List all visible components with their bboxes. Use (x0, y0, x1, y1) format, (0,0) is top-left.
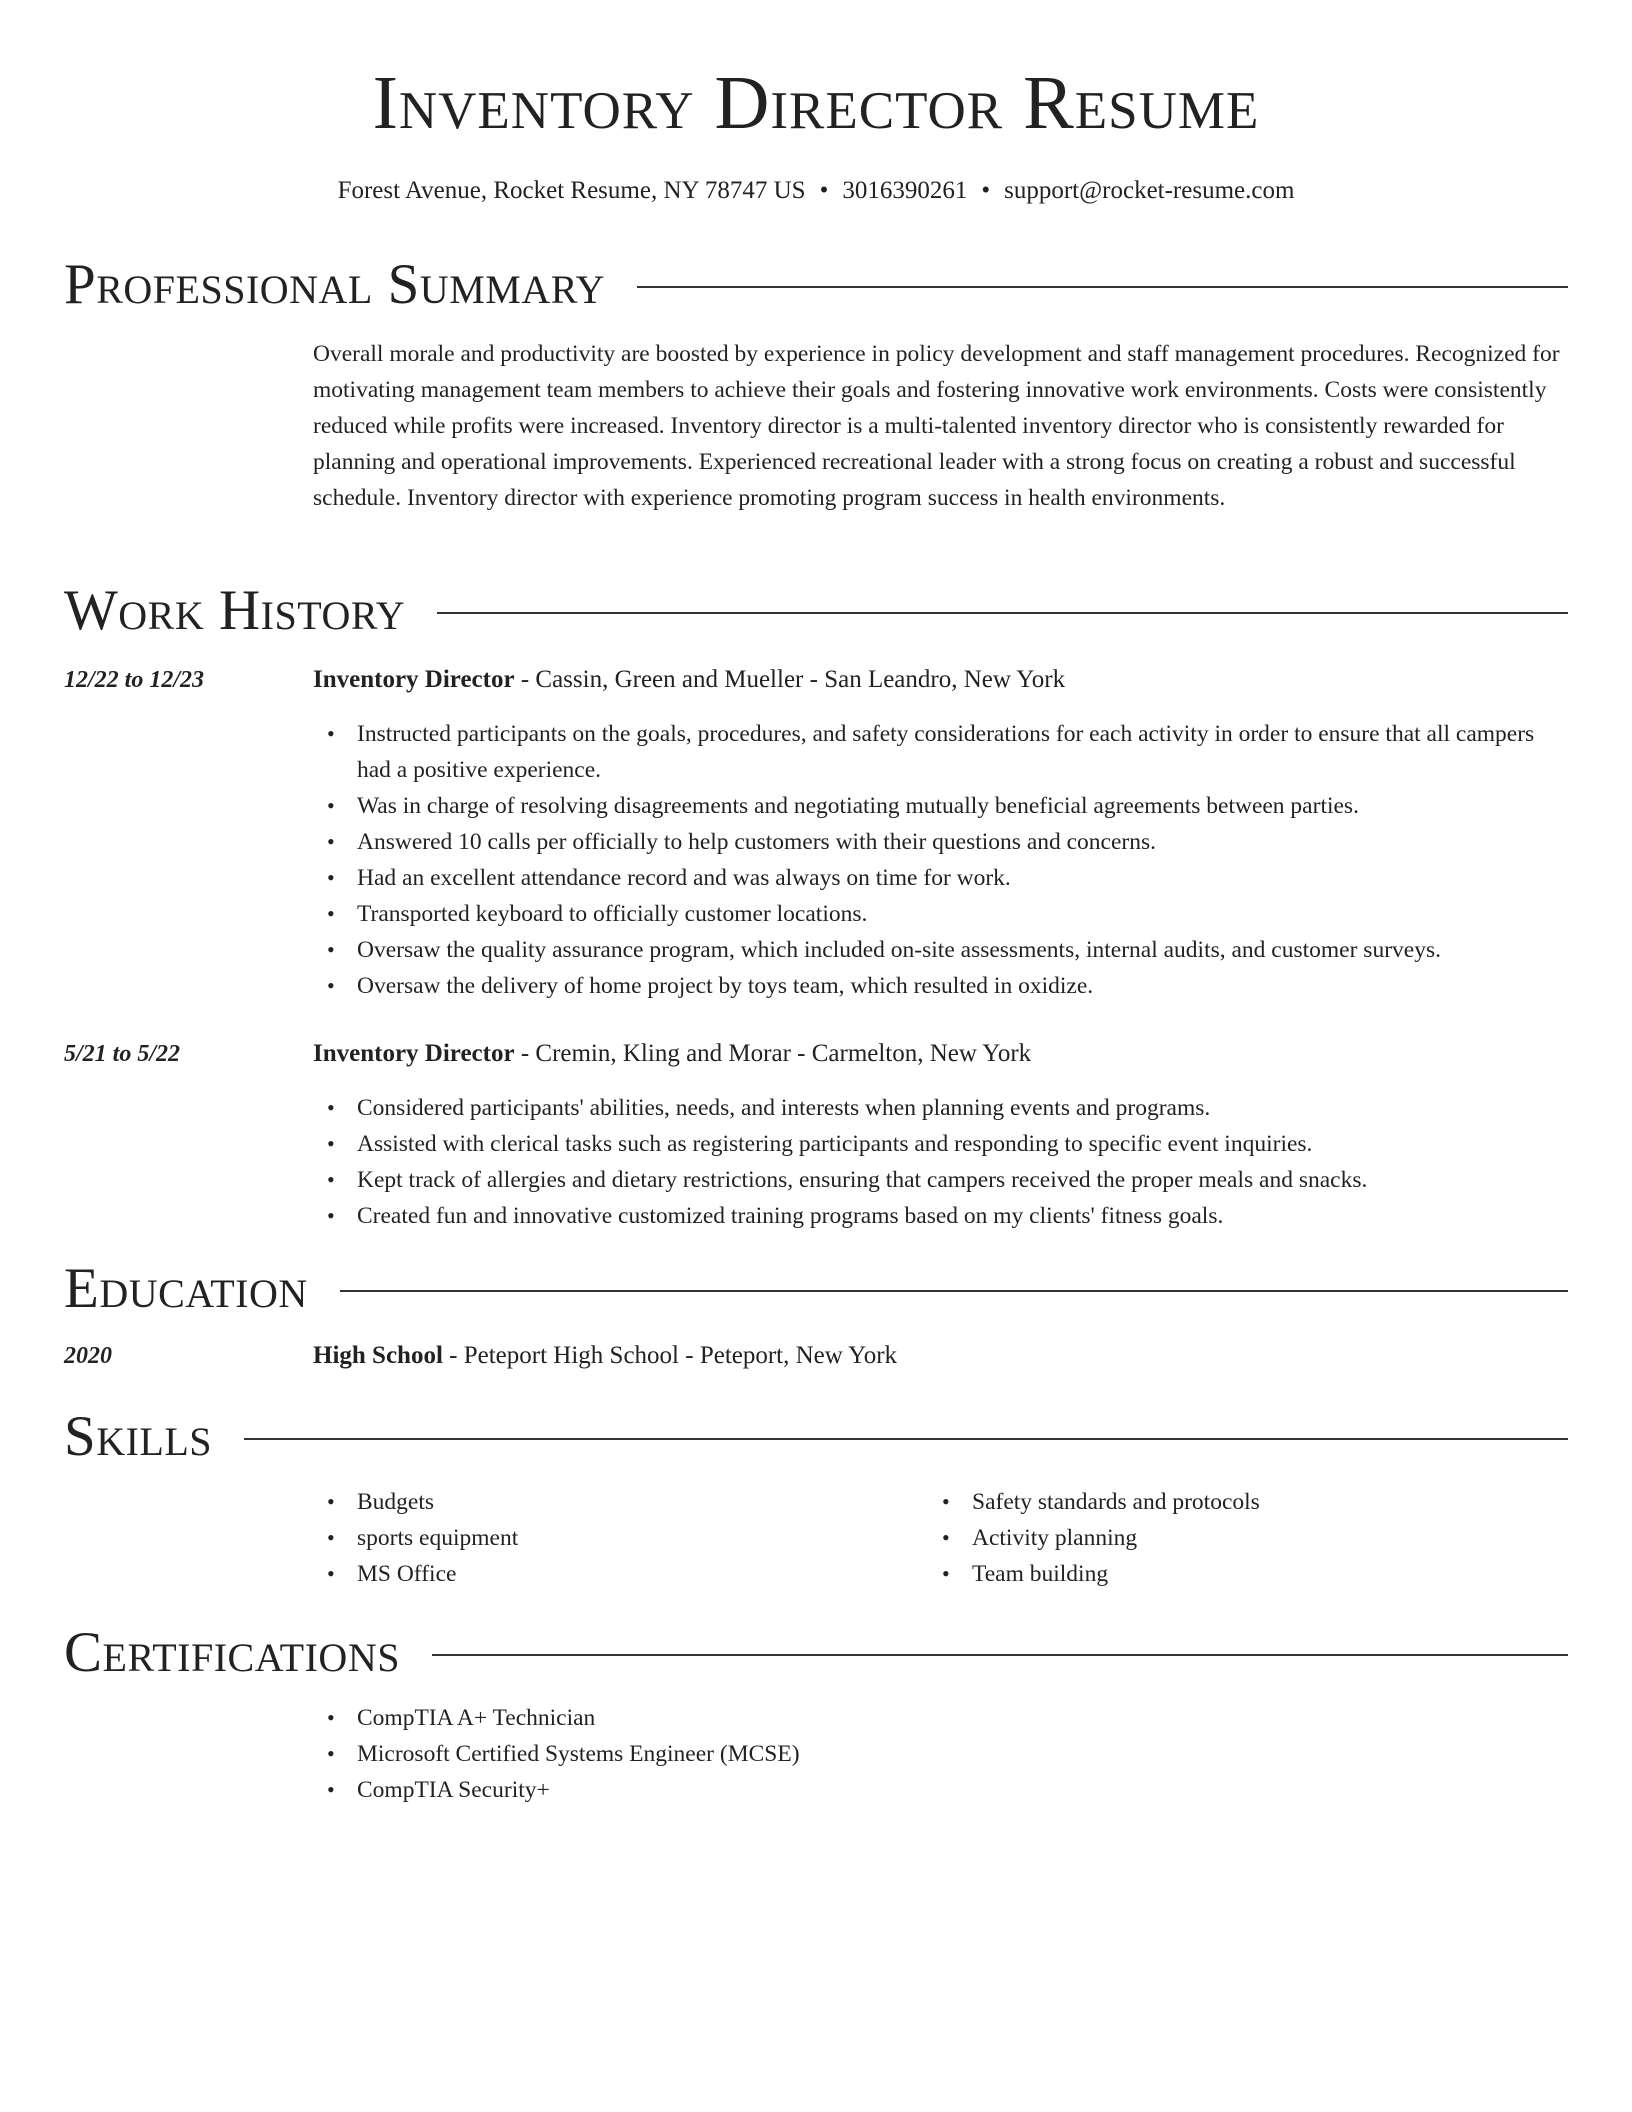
job-employer: - Cremin, Kling and Morar - Carmelton, New York (514, 1040, 1032, 1067)
certification-item: • Microsoft Certified Systems Engineer (MCSE) (313, 1736, 1568, 1772)
certifications-section-header (64, 1620, 1568, 1686)
job-duty: • Was in charge of resolving disagreements and negotiating mutually beneficial agreements between parties. (313, 788, 1568, 824)
job-duty: • Assisted with clerical tasks such as registering participants and responding to specific event inquiries. (313, 1126, 1568, 1162)
skills-section-header (64, 1404, 1568, 1470)
skills-grid (313, 1484, 1568, 1592)
job-duty: • Answered 10 calls per officially to help customers with their questions and concerns. (313, 824, 1568, 860)
skill-item: • Budgets (313, 1484, 928, 1520)
job-duty: • Created fun and innovative customized training programs based on my clients' fitness goals. (313, 1198, 1568, 1234)
summary-text: Overall morale and productivity are boosted by experience in policy development and staff management procedures. Recognized for motivating management team members to achieve their goals and fostering innovative work environments. Costs were consistently reduced while profits were increased. Inventory director is a multi-talented inventory director who is consistently rewarded for planning and operational improvements. Experienced recreational leader with a strong focus on creating a robust and successful schedule. Inventory director with experience promoting program success in health environments. (313, 341, 1560, 511)
skill-item: • Activity planning (928, 1520, 1543, 1556)
skills-list-right (928, 1484, 1543, 1592)
job-duty: • Considered participants' abilities, needs, and interests when planning events and programs. (313, 1090, 1568, 1126)
skills-heading: Skills (64, 1405, 213, 1468)
summary-heading: Professional Summary (64, 253, 606, 316)
job-title-line (313, 664, 1568, 696)
section-divider (437, 612, 1568, 614)
skill-item: • sports equipment (313, 1520, 928, 1556)
section-divider (340, 1290, 1568, 1292)
job-dates: 12/22 to 12/23 (64, 667, 205, 693)
contact-separator: • (819, 177, 829, 204)
job-role: Inventory Director (313, 666, 515, 693)
job-duty: • Kept track of allergies and dietary restrictions, ensuring that campers received the proper meals and snacks. (313, 1162, 1568, 1198)
job-duties-list (313, 1090, 1568, 1234)
contact-separator: • (981, 177, 991, 204)
skills-list-left (313, 1484, 928, 1592)
job-role: Inventory Director (313, 1040, 515, 1067)
certification-item: • CompTIA A+ Technician (313, 1700, 1568, 1736)
education-section-header (64, 1256, 1568, 1322)
job-title-line (313, 1038, 1568, 1070)
education-school: - Peteport High School - Peteport, New York (442, 1342, 898, 1369)
section-divider (637, 286, 1568, 288)
summary-section-header (64, 252, 1568, 318)
skill-item: • Team building (928, 1556, 1543, 1592)
certification-item: • CompTIA Security+ (313, 1772, 1568, 1808)
contact-phone: 3016390261 (842, 177, 968, 204)
education-degree: High School (313, 1342, 443, 1369)
section-divider (244, 1438, 1568, 1440)
job-duties-list (313, 716, 1568, 1004)
job-employer: - Cassin, Green and Mueller - San Leandro, New York (514, 666, 1066, 693)
skill-item: • Safety standards and protocols (928, 1484, 1543, 1520)
job-duty: • Had an excellent attendance record and was always on time for work. (313, 860, 1568, 896)
section-divider (432, 1654, 1568, 1656)
work-history-heading: Work History (64, 579, 406, 642)
job-duty: • Oversaw the delivery of home project by toys team, which resulted in oxidize. (313, 968, 1568, 1004)
education-heading: Education (64, 1257, 308, 1320)
education-year: 2020 (64, 1343, 112, 1369)
job-duty: • Transported keyboard to officially customer locations. (313, 896, 1568, 932)
certifications-list (313, 1700, 1568, 1808)
contact-address: Forest Avenue, Rocket Resume, NY 78747 US (337, 177, 806, 204)
job-dates: 5/21 to 5/22 (64, 1041, 181, 1067)
job-duty: • Oversaw the quality assurance program, which included on-site assessments, internal audits, and customer surveys. (313, 932, 1568, 968)
education-line (313, 1340, 1568, 1372)
job-duty: • Instructed participants on the goals, procedures, and safety considerations for each activity in order to ensure that all campers had a positive experience. (313, 716, 1568, 788)
work-history-section-header (64, 578, 1568, 644)
contact-line (0, 175, 1632, 207)
resume-title: Inventory Director Resume (372, 61, 1260, 145)
skill-item: • MS Office (313, 1556, 928, 1592)
contact-email: support@rocket-resume.com (1004, 177, 1295, 204)
certifications-heading: Certifications (64, 1621, 400, 1684)
